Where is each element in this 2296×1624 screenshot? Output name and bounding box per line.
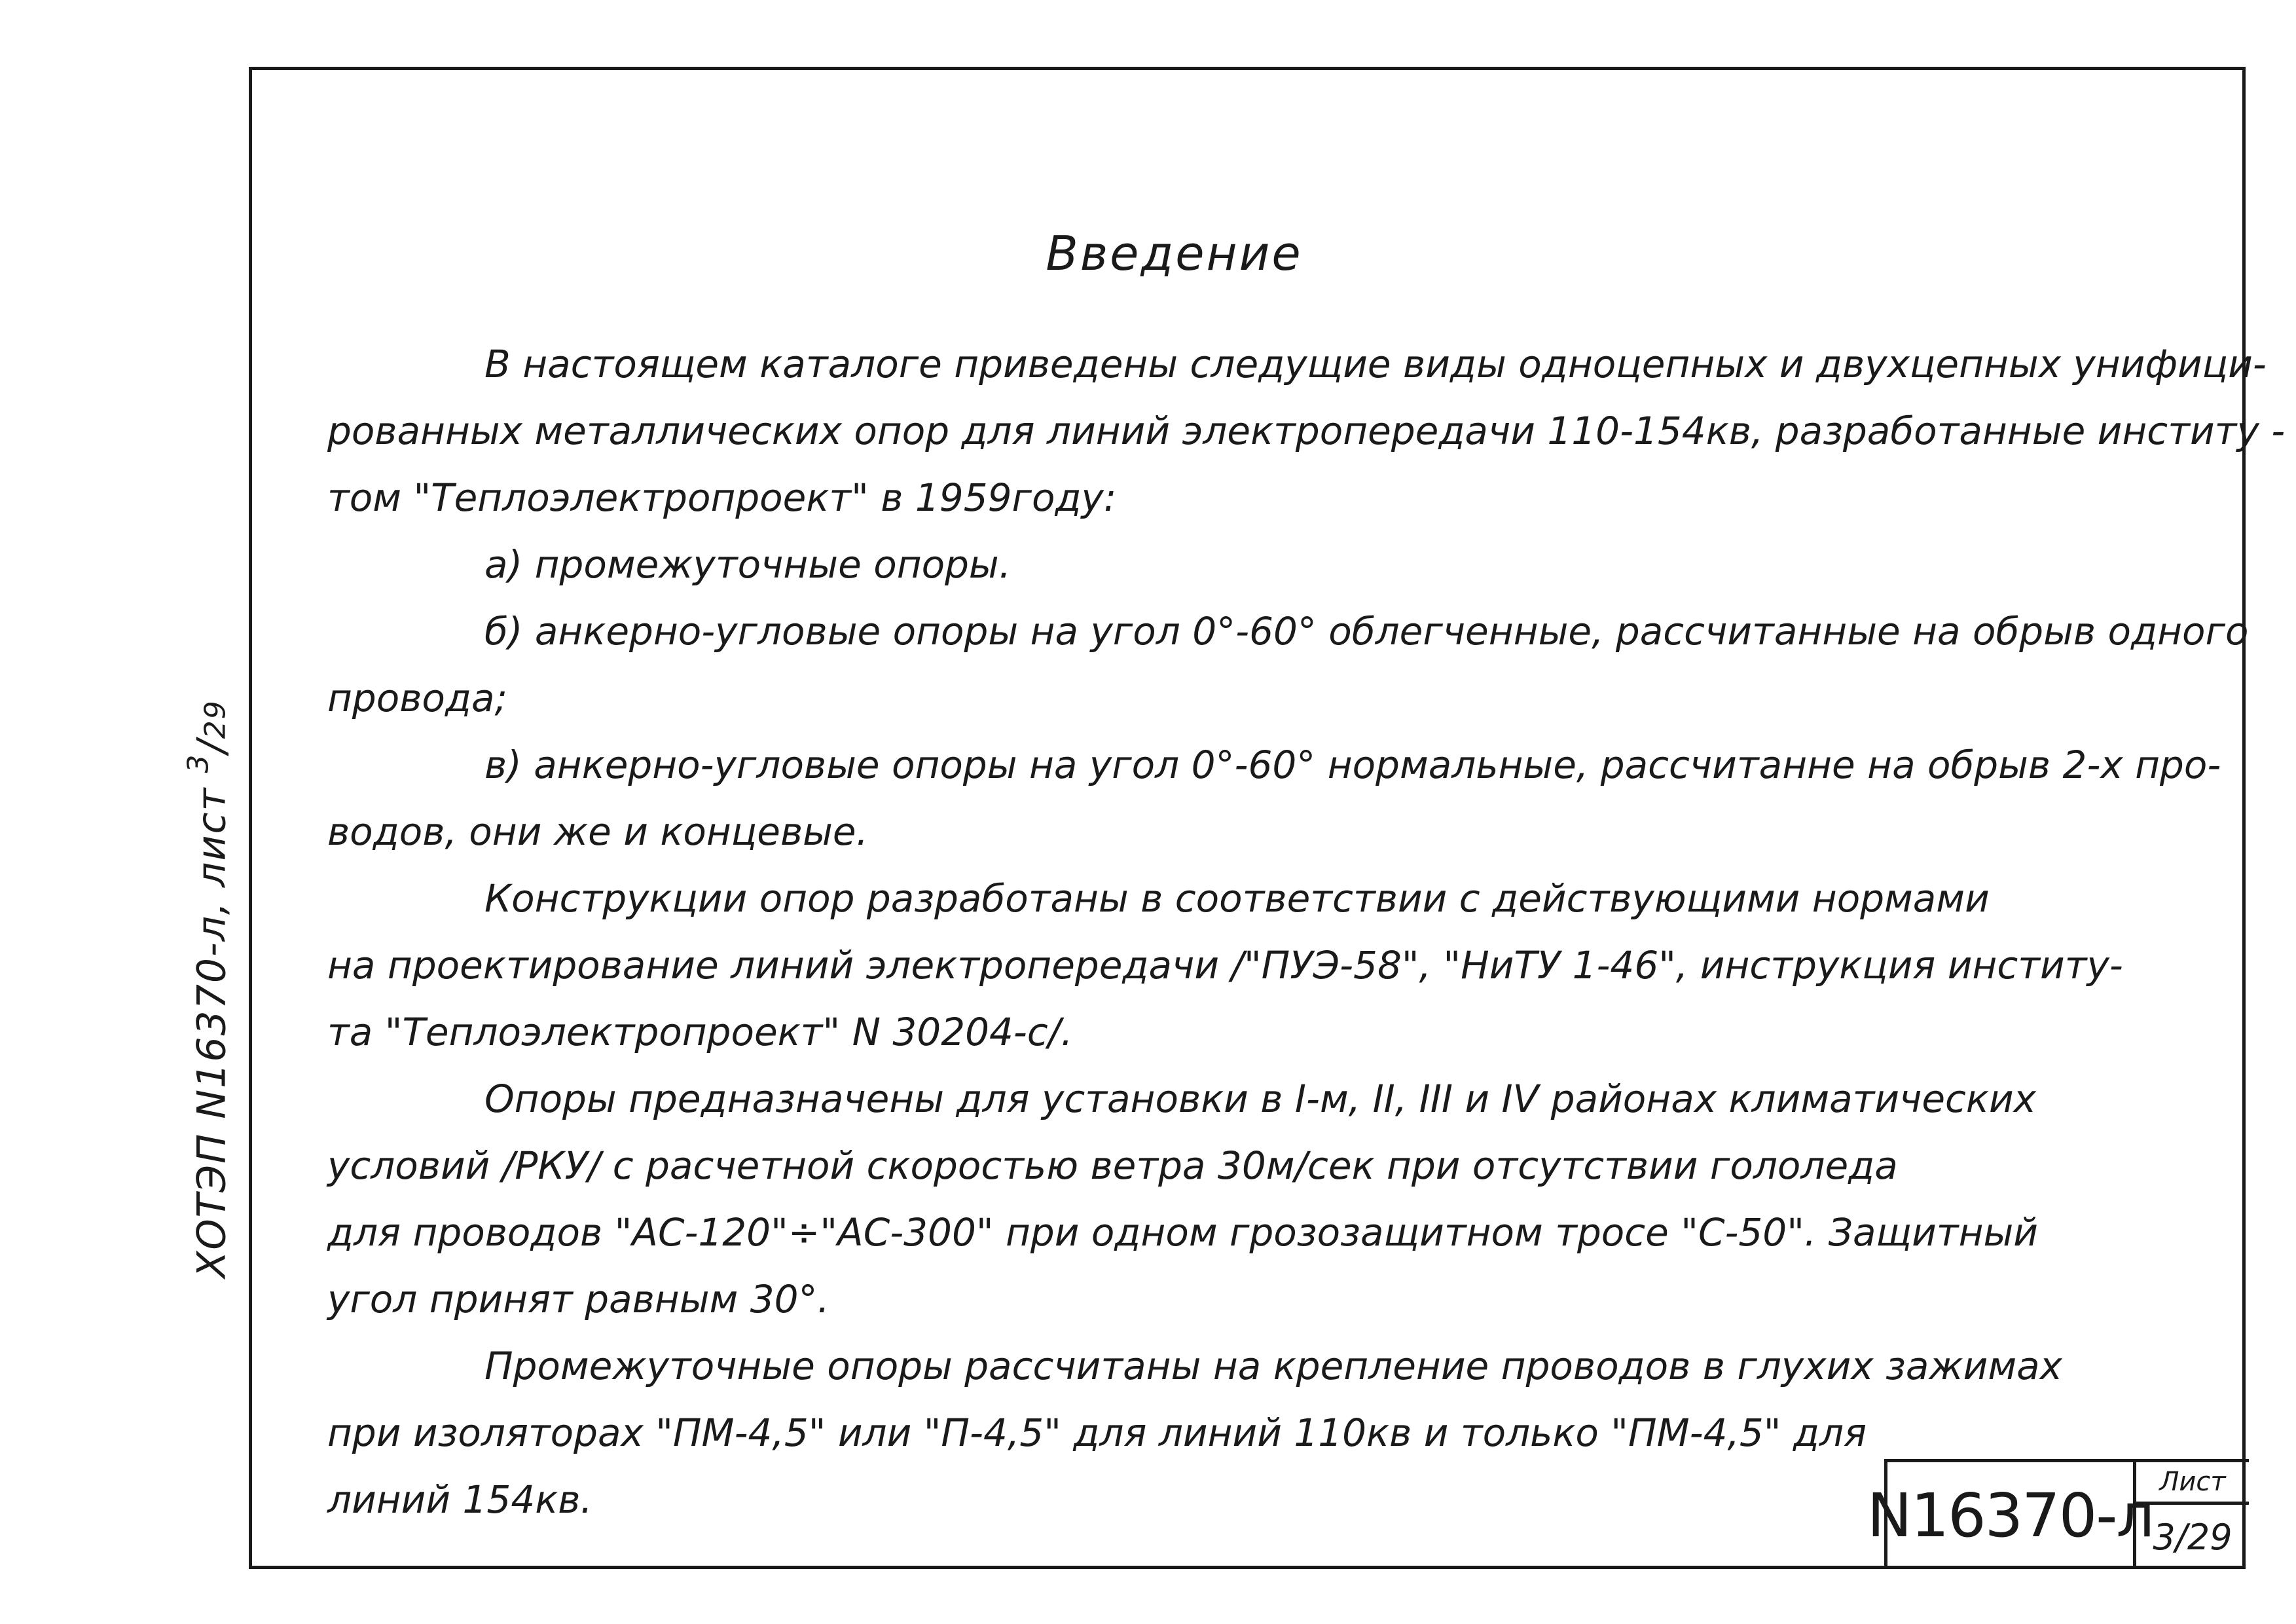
text-line: рованных металлических опор для линий электропередачи 110-154кв, разработанные институ - <box>327 409 2286 453</box>
text-line: провода; <box>327 676 508 720</box>
text-line: при изоляторах "ПМ-4,5" или "П-4,5" для линий 110кв и только "ПМ-4,5" для <box>327 1411 1867 1455</box>
text-line: В настоящем каталоге приведены следущие виды одноцепных и двухцепных унифици- <box>484 342 2267 386</box>
side-document-label: ХОТЭП N16370-л, лист $^3$/29 <box>181 699 235 1278</box>
document-body <box>327 331 2286 1533</box>
text-line: на проектирование линий электропередачи /"ПУЭ-58", "НиТУ 1-46", инструкция институ- <box>327 943 2123 987</box>
page-title: Введение <box>1046 226 1303 281</box>
text-line: водов, они же и концевые. <box>327 809 869 854</box>
text-line: линий 154кв. <box>327 1477 592 1522</box>
sheet-label: Лист <box>2136 1462 2249 1505</box>
text-line: та "Теплоэлектропроект" N 30204-с/. <box>327 1010 1073 1054</box>
sheet-cell <box>2136 1462 2249 1569</box>
text-line: а) промежуточные опоры. <box>484 542 1011 587</box>
text-line: Конструкции опор разработаны в соответствии с действующими нормами <box>484 876 1990 921</box>
document-number: N16370-л <box>1887 1462 2136 1569</box>
text-line: угол принят равным 30°. <box>327 1277 829 1321</box>
text-line: Опоры предназначены для установки в I-м, II, III и IV районах климатических <box>484 1077 2036 1121</box>
text-line: в) анкерно-угловые опоры на угол 0°-60° нормальные, рассчитанне на обрыв 2-х про- <box>484 743 2221 787</box>
sheet-value: 3/29 <box>2153 1516 2232 1558</box>
side-label-text: ХОТЭП N16370-л, лист <box>189 773 235 1278</box>
text-line: Промежуточные опоры рассчитаны на крепление проводов в глухих зажимах <box>484 1344 2062 1388</box>
text-line: условий /РКУ/ с расчетной скоростью ветра 30м/сек при отсутствии гололеда <box>327 1143 1898 1188</box>
title-block-stamp <box>1867 1459 2249 1569</box>
text-line: для проводов "АС-120"÷"АС-300" при одном грозозащитном тросе "С-50". Защитный <box>327 1210 2039 1255</box>
side-label-sheet-total: 29 <box>198 699 232 739</box>
text-line: б) анкерно-угловые опоры на угол 0°-60° облегченные, рассчитанные на обрыв одного <box>484 609 2249 654</box>
text-line: том "Теплоэлектропроект" в 1959году: <box>327 475 1117 520</box>
side-label-sheet-number: 3 <box>181 753 215 773</box>
